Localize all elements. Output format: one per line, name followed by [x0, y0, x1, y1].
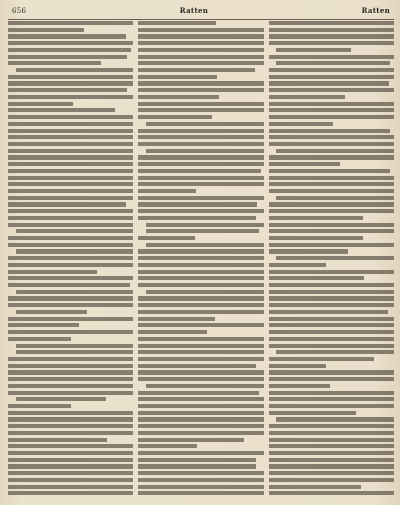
text-line	[8, 196, 133, 200]
text-line	[269, 115, 394, 119]
text-line	[16, 68, 134, 72]
text-line	[8, 417, 133, 421]
text-line	[8, 48, 131, 52]
text-line	[8, 236, 133, 240]
text-line	[138, 438, 243, 442]
text-line	[269, 229, 394, 233]
text-line	[16, 249, 134, 253]
text-line	[138, 471, 263, 475]
text-line	[8, 41, 133, 45]
text-line	[269, 95, 345, 99]
text-line	[8, 263, 133, 267]
text-line	[269, 458, 394, 462]
text-line	[269, 243, 394, 247]
text-line	[269, 424, 394, 428]
text-line	[138, 391, 258, 395]
text-line	[269, 34, 394, 38]
text-line	[8, 444, 133, 448]
text-line	[8, 95, 133, 99]
text-line	[8, 364, 133, 368]
text-line	[8, 169, 133, 173]
text-line	[138, 283, 263, 287]
text-line	[146, 223, 264, 227]
text-line	[269, 75, 394, 79]
text-line	[269, 263, 327, 267]
text-line	[8, 21, 133, 25]
text-line	[269, 485, 362, 489]
text-line	[269, 55, 394, 59]
text-line	[138, 310, 263, 314]
text-line	[8, 28, 84, 32]
text-line	[8, 75, 133, 79]
text-line	[269, 122, 333, 126]
text-line	[8, 182, 133, 186]
text-line	[269, 377, 394, 381]
text-line	[276, 149, 394, 153]
text-line	[138, 55, 263, 59]
text-line	[8, 149, 133, 153]
text-line	[8, 296, 133, 300]
text-line	[138, 411, 263, 415]
text-line	[138, 61, 263, 65]
text-line	[8, 135, 133, 139]
text-line	[138, 108, 263, 112]
text-line	[269, 344, 394, 348]
text-line	[269, 129, 391, 133]
text-line	[138, 323, 263, 327]
text-line	[138, 344, 263, 348]
text-line	[269, 189, 394, 193]
text-line	[276, 256, 394, 260]
text-line	[276, 350, 394, 354]
running-title-right: Ratten	[361, 6, 390, 15]
text-line	[8, 256, 133, 260]
text-line	[138, 88, 263, 92]
text-line	[269, 397, 394, 401]
text-line	[269, 357, 374, 361]
page-number: 656	[12, 7, 27, 15]
text-line	[269, 444, 394, 448]
text-line	[276, 61, 390, 65]
text-line	[138, 357, 263, 361]
text-line	[138, 350, 263, 354]
text-line	[269, 68, 394, 72]
text-line	[8, 88, 127, 92]
text-line	[146, 149, 264, 153]
text-line	[138, 216, 256, 220]
text-line	[16, 397, 106, 401]
text-line	[269, 142, 394, 146]
text-line	[138, 68, 255, 72]
text-line	[8, 102, 73, 106]
text-column-right	[269, 21, 394, 499]
text-line	[8, 404, 71, 408]
text-line	[138, 209, 263, 213]
text-line	[138, 169, 261, 173]
text-line	[269, 28, 394, 32]
text-line	[8, 202, 126, 206]
text-line	[138, 444, 197, 448]
text-line	[8, 337, 71, 341]
text-line	[269, 290, 394, 294]
text-line	[8, 377, 133, 381]
text-line	[269, 337, 394, 341]
text-line	[138, 48, 263, 52]
text-line	[8, 216, 133, 220]
text-line	[8, 61, 101, 65]
text-line	[269, 270, 394, 274]
page-header	[8, 6, 394, 20]
text-line	[269, 296, 394, 300]
text-line	[138, 364, 256, 368]
text-line	[269, 176, 394, 180]
text-line	[8, 424, 133, 428]
text-line	[138, 21, 216, 25]
text-line	[269, 451, 394, 455]
text-line	[8, 303, 133, 307]
text-line	[138, 431, 263, 435]
text-line	[16, 229, 134, 233]
text-line	[8, 209, 133, 213]
text-line	[269, 310, 388, 314]
text-line	[138, 276, 263, 280]
text-column-left	[8, 21, 133, 499]
text-line	[8, 317, 133, 321]
text-line	[8, 283, 130, 287]
text-line	[16, 310, 87, 314]
text-line	[138, 303, 263, 307]
text-line	[8, 431, 133, 435]
text-line	[138, 296, 263, 300]
text-line	[269, 223, 394, 227]
text-line	[269, 464, 394, 468]
text-line	[269, 202, 394, 206]
text-line	[146, 384, 264, 388]
text-line	[146, 243, 264, 247]
text-line	[138, 249, 263, 253]
text-line	[8, 458, 133, 462]
text-line	[269, 404, 394, 408]
text-line	[138, 478, 263, 482]
text-line	[269, 317, 394, 321]
text-line	[276, 417, 394, 421]
text-line	[138, 270, 263, 274]
text-line	[269, 364, 327, 368]
text-line	[138, 189, 196, 193]
text-line	[138, 129, 263, 133]
text-line	[146, 290, 264, 294]
text-line	[269, 236, 363, 240]
text-line	[138, 424, 263, 428]
text-line	[138, 28, 263, 32]
text-line	[8, 438, 107, 442]
text-line	[269, 384, 330, 388]
text-line	[16, 290, 134, 294]
text-line	[8, 451, 133, 455]
text-line	[138, 337, 263, 341]
text-line	[146, 122, 264, 126]
text-line	[138, 417, 263, 421]
text-line	[16, 350, 134, 354]
text-line	[138, 95, 218, 99]
text-line	[8, 122, 133, 126]
text-line	[276, 48, 351, 52]
text-line	[138, 135, 263, 139]
text-line	[8, 115, 133, 119]
text-line	[269, 478, 394, 482]
text-line	[8, 108, 115, 112]
text-line	[138, 142, 263, 146]
text-line	[8, 384, 133, 388]
text-line	[8, 129, 133, 133]
text-line	[8, 357, 133, 361]
text-line	[138, 464, 256, 468]
text-line	[269, 162, 340, 166]
text-line	[269, 283, 394, 287]
text-line	[138, 155, 263, 159]
text-line	[138, 115, 212, 119]
text-line	[269, 330, 394, 334]
text-line	[269, 370, 394, 374]
text-line	[138, 75, 217, 79]
text-line	[8, 485, 133, 489]
text-line	[8, 330, 133, 334]
text-line	[8, 81, 133, 85]
text-line	[8, 323, 79, 327]
text-column-middle	[138, 21, 263, 499]
text-line	[138, 451, 263, 455]
text-line	[269, 155, 394, 159]
text-line	[269, 108, 394, 112]
text-line	[138, 34, 263, 38]
text-line	[8, 464, 133, 468]
text-line	[138, 176, 263, 180]
text-line	[8, 176, 133, 180]
text-line	[138, 41, 263, 45]
text-line	[269, 81, 389, 85]
text-line	[8, 189, 133, 193]
text-line	[269, 411, 357, 415]
text-line	[269, 216, 363, 220]
text-line	[138, 81, 263, 85]
text-line	[269, 169, 391, 173]
text-line	[138, 458, 256, 462]
text-line	[269, 102, 394, 106]
text-line	[269, 21, 394, 25]
text-line	[138, 485, 263, 489]
text-line	[8, 491, 133, 495]
text-line	[8, 471, 133, 475]
text-line	[8, 276, 133, 280]
text-line	[269, 431, 394, 435]
text-line	[16, 344, 134, 348]
text-line	[8, 155, 133, 159]
text-line	[138, 102, 263, 106]
text-line	[8, 162, 133, 166]
text-line	[8, 243, 133, 247]
text-line	[269, 391, 394, 395]
text-line	[269, 88, 394, 92]
text-line	[8, 55, 127, 59]
text-line	[138, 317, 214, 321]
text-line	[138, 404, 263, 408]
text-line	[269, 209, 394, 213]
text-line	[138, 377, 263, 381]
text-line	[138, 330, 207, 334]
text-line	[269, 249, 348, 253]
text-line	[269, 471, 394, 475]
text-columns	[8, 21, 394, 499]
text-line	[8, 142, 133, 146]
text-line	[269, 323, 394, 327]
text-line	[138, 182, 263, 186]
text-line	[138, 256, 263, 260]
text-line	[138, 370, 263, 374]
text-line	[138, 491, 263, 495]
text-line	[138, 196, 263, 200]
running-title-left: Ratten	[179, 6, 209, 15]
text-line	[269, 491, 394, 495]
text-line	[276, 196, 394, 200]
text-line	[8, 370, 133, 374]
text-line	[8, 34, 126, 38]
text-line	[8, 270, 97, 274]
text-line	[8, 478, 133, 482]
text-line	[138, 263, 263, 267]
text-line	[138, 162, 263, 166]
text-line	[146, 229, 259, 233]
text-line	[269, 303, 394, 307]
text-line	[138, 202, 257, 206]
text-line	[138, 236, 194, 240]
text-line	[8, 223, 133, 227]
text-line	[269, 182, 394, 186]
text-line	[138, 397, 263, 401]
text-line	[269, 438, 394, 442]
text-line	[269, 276, 364, 280]
text-line	[269, 41, 394, 45]
text-line	[8, 411, 133, 415]
text-line	[8, 391, 133, 395]
text-line	[269, 135, 394, 139]
